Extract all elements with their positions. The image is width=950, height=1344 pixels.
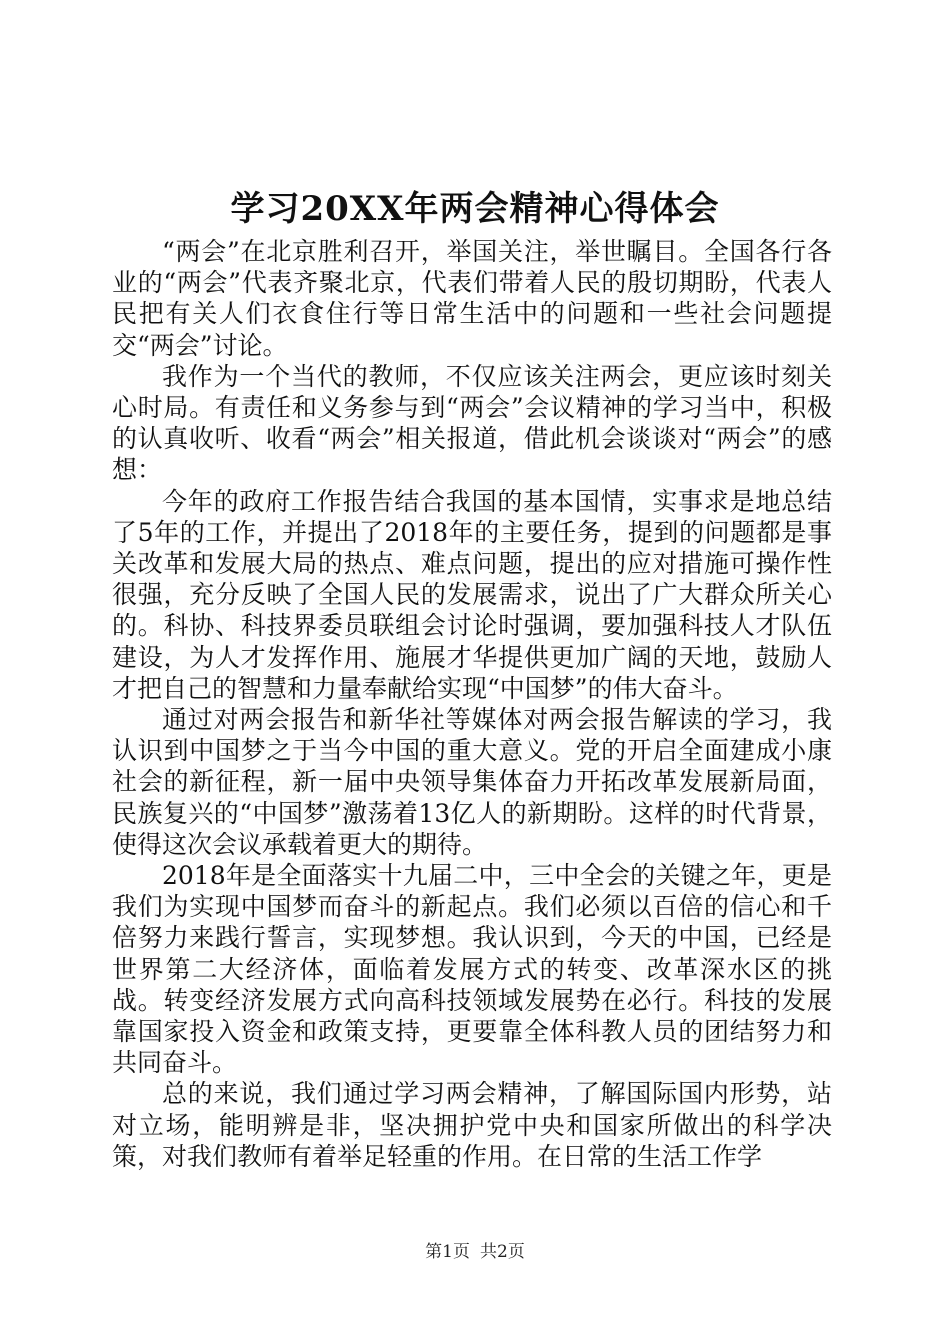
page-number-total: 共2页 [480, 1242, 525, 1262]
paragraph-5: 2018年是全面落实十九届二中，三中全会的关键之年，更是我们为实现中国梦而奋斗的新起点。我们必须以百倍的信心和千倍努力来践行誓言，实现梦想。我认识到，今天的中国，已经是世界第二大经济体，面临着发展方式的转变、改革深水区的挑战。转变经济发展方式向高科技领域发展势在必行。科技的发展靠国家投入资金和政策支持，更要靠全体科教人员的团结努力和共同奋斗。 [112, 861, 832, 1078]
document-title: 学习20XX年两会精神心得体会 [230, 189, 720, 229]
paragraph-4: 通过对两会报告和新华社等媒体对两会报告解读的学习，我认识到中国梦之于当今中国的重大意义。党的开启全面建成小康社会的新征程，新一届中央领导集体奋力开拓改革发展新局面，民族复兴的“中国梦”激荡着13亿人的新期盼。这样的时代背景，使得这次会议承载着更大的期待。 [112, 705, 832, 859]
document-body [112, 236, 832, 1172]
page-number-current: 第1页 [425, 1242, 470, 1262]
paragraph-6: 总的来说，我们通过学习两会精神，了解国际国内形势，站对立场，能明辨是非，坚决拥护党中央和国家所做出的科学决策，对我们教师有着举足轻重的作用。在日常的生活工作学 [112, 1079, 832, 1171]
page-footer [0, 1240, 950, 1264]
paragraph-3: 今年的政府工作报告结合我国的基本国情，实事求是地总结了5年的工作，并提出了2018年的主要任务，提到的问题都是事关改革和发展大局的热点、难点问题，提出的应对措施可操作性很强，充分反映了全国人民的发展需求，说出了广大群众所关心的。科协、科技界委员联组会讨论时强调，要加强科技人才队伍建设，为人才发挥作用、施展才华提供更加广阔的天地，鼓励人才把自己的智慧和力量奉献给实现“中国梦”的伟大奋斗。 [112, 486, 832, 703]
paragraph-1: “两会”在北京胜利召开，举国关注，举世瞩目。全国各行各业的“两会”代表齐聚北京，代表们带着人民的殷切期盼，代表人民把有关人们衣食住行等日常生活中的问题和一些社会问题提交“两会”讨论。 [112, 237, 832, 360]
paragraph-2: 我作为一个当代的教师，不仅应该关注两会，更应该时刻关心时局。有责任和义务参与到“两会”会议精神的学习当中，积极的认真收听、收看“两会”相关报道，借此机会谈谈对“两会”的感想： [112, 361, 832, 485]
